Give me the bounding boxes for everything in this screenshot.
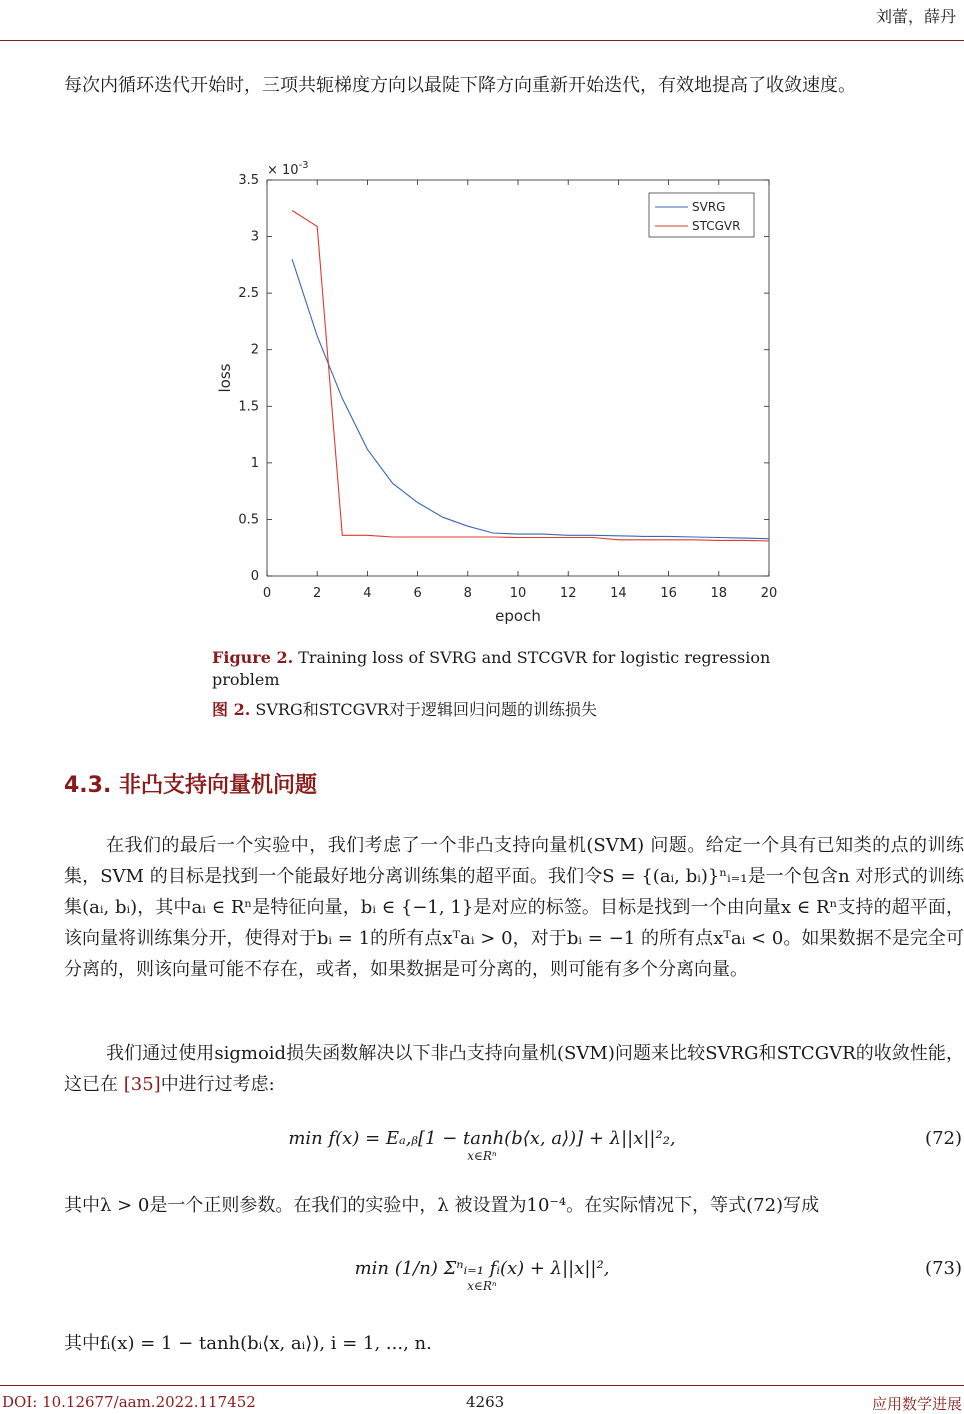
plot-area: [267, 180, 769, 576]
body-paragraph-1: 在我们的最后一个实验中，我们考虑了一个非凸支持向量机(SVM) 问题。给定一个具有已知类的点的训练集，SVM 的目标是找到一个能最好地分离训练集的超平面。我们令S = {(aᵢ, bᵢ)}ⁿᵢ₌₁是一个包含n 对形式的训练集(aᵢ, bᵢ)，其中aᵢ ∈ Rⁿ是特征向量，bᵢ ∈ {−1, 1}是对应的标签。目标是找到一个由向量x ∈ Rⁿ支持的超平面，该向量将训练集分开，使得对于bᵢ = 1的所有点xᵀaᵢ > 0，对于bᵢ = −1 的所有点xᵀaᵢ < 0。如果数据不是完全可分离的，则该向量可能不存在，或者，如果数据是可分离的，则可能有多个分离向量。: [64, 835, 964, 980]
x-tick-label: 18: [710, 586, 728, 601]
x-tick-label: 8: [463, 586, 472, 601]
equation-72-body: min f(x) = Eₐ,ᵦ[1 − tanh(b⟨x, a⟩)] + λ||x||²₂,: [288, 1128, 676, 1149]
figure-caption-zh-text: SVRG和STCGVR对于逻辑回归问题的训练损失: [255, 700, 597, 719]
header-rule: [0, 40, 964, 41]
footer-doi[interactable]: DOI: 10.12677/aam.2022.117452: [2, 1393, 256, 1411]
equation-72-number: (72): [925, 1128, 962, 1149]
x-axis-label: epoch: [495, 607, 541, 625]
intro-paragraph: 每次内循环迭代开始时，三项共轭梯度方向以最陡下降方向重新开始迭代，有效地提高了收敛速度。: [64, 75, 856, 96]
y-tick-label: 3.5: [238, 173, 259, 188]
x-tick-label: 20: [760, 586, 778, 601]
section-title: 4.3. 非凸支持向量机问题: [64, 773, 317, 798]
y-tick-label: 2: [250, 342, 259, 358]
equation-73-subscript: x∈Rⁿ: [467, 1279, 497, 1293]
y-tick-label: 0: [250, 569, 259, 584]
x-tick-label: 16: [660, 586, 677, 601]
figure-caption-en-text: Training loss of SVRG and STCGVR for logistic regression problem: [212, 648, 771, 689]
y-tick-label: 2.5: [238, 286, 259, 302]
figure-caption-zh-label: 图 2.: [212, 700, 251, 719]
loss-chart-svg: [212, 155, 792, 635]
x-tick-label: 4: [363, 586, 372, 601]
y-tick-label: 1: [250, 455, 259, 471]
footer-page-number: 4263: [466, 1393, 505, 1411]
figure-caption-en: [212, 647, 812, 691]
footer-rule: [0, 1385, 964, 1386]
equation-73-number: (73): [925, 1258, 962, 1279]
header-authors: 刘蕾，薛丹: [875, 7, 956, 26]
chart-legend: [649, 193, 754, 237]
x-tick-label: 10: [509, 586, 527, 601]
y-tick-label: 0.5: [238, 512, 259, 528]
equation-72-subscript: x∈Rⁿ: [467, 1149, 497, 1163]
body-paragraph-3: 其中λ > 0是一个正则参数。在我们的实验中，λ 被设置为10⁻⁴。在实际情况下，等式(72)写成: [64, 1195, 820, 1216]
x-tick-label: 0: [262, 586, 272, 601]
body-paragraph-4: 其中fᵢ(x) = 1 − tanh(bᵢ⟨x, aᵢ⟩), i = 1, ..., n.: [64, 1333, 432, 1354]
y-tick-label: 1.5: [238, 399, 259, 415]
x-tick-label: 12: [559, 586, 577, 601]
legend-label-stcgvr: STCGVR: [692, 219, 741, 233]
x-tick-label: 2: [313, 586, 322, 601]
body-paragraph-2-text-a: 我们通过使用sigmoid损失函数解决以下非凸支持向量机(SVM)问题来比较SVRG和STCGVR的收敛性能，这已在: [64, 1043, 964, 1095]
equation-73-body: min (1/n) Σⁿᵢ₌₁ fᵢ(x) + λ||x||²,: [354, 1258, 610, 1279]
figure-caption-en-label: Figure 2.: [212, 648, 294, 667]
footer-journal: 应用数学进展: [871, 1395, 962, 1413]
citation-35-link[interactable]: [35]: [123, 1074, 161, 1095]
y-axis-label: loss: [216, 363, 234, 393]
x-tick-label: 14: [610, 586, 627, 601]
figure-caption-zh: [212, 699, 812, 721]
body-paragraph-2-text-b: 中进行过考虑:: [160, 1074, 275, 1095]
figure-2-chart: [212, 155, 792, 635]
x-tick-label: 6: [413, 586, 422, 601]
y-tick-label: 3: [250, 229, 259, 245]
body-paragraph-2: [64, 1038, 964, 1100]
legend-label-svrg: SVRG: [692, 200, 726, 214]
y-scale-label: × $10^{-3}$: [267, 160, 309, 178]
